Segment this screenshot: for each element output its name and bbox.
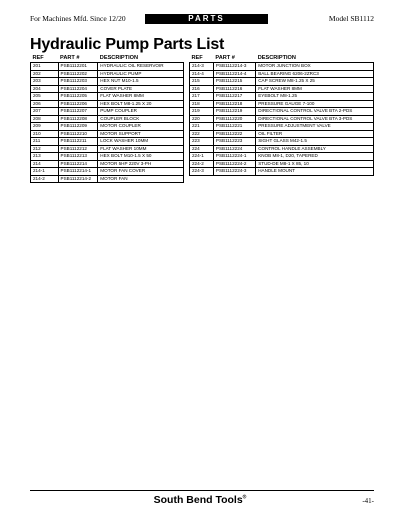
table-row bbox=[31, 168, 184, 176]
page-header bbox=[30, 13, 374, 25]
table-row bbox=[190, 138, 374, 146]
ref-cell: 206 bbox=[31, 100, 59, 108]
part-number-cell: PSB1112209 bbox=[58, 123, 98, 131]
part-number-cell: PSB1112214-3 bbox=[213, 63, 255, 71]
part-number-cell: PSB1112210 bbox=[58, 130, 98, 138]
description-cell: HEX BOLT M8-1.25 X 20 bbox=[98, 100, 184, 108]
ref-cell: 214 bbox=[31, 160, 59, 168]
description-cell: HYDRAULIC OIL RESERVOIR bbox=[98, 63, 184, 71]
description-cell: MOTOR 5HP 220V 3-PH bbox=[98, 160, 184, 168]
description-cell: COUPLER BLOCK bbox=[98, 115, 184, 123]
brand-name bbox=[0, 494, 400, 506]
part-number-cell: PSB1112208 bbox=[58, 115, 98, 123]
description-cell: MOTOR FAN bbox=[98, 175, 184, 183]
ref-cell: 209 bbox=[31, 123, 59, 131]
part-number-cell: PSB1112202 bbox=[58, 70, 98, 78]
description-cell: HYDRAULIC PUMP bbox=[98, 70, 184, 78]
part-number-cell: PSB1112204 bbox=[58, 85, 98, 93]
ref-cell: 211 bbox=[31, 138, 59, 146]
ref-cell: 218 bbox=[190, 100, 214, 108]
table-row bbox=[31, 130, 184, 138]
part-number-cell: PSB1112203 bbox=[58, 78, 98, 86]
description-cell: PRESSURE ADJUSTMENT VALVE bbox=[256, 123, 374, 131]
description-cell: MOTOR JUNCTION BOX bbox=[256, 63, 374, 71]
model-number: Model SB1112 bbox=[328, 14, 374, 23]
description-cell: LOCK WASHER 10MM bbox=[98, 138, 184, 146]
ref-cell: 219 bbox=[190, 108, 214, 116]
table-row bbox=[31, 115, 184, 123]
part-number-cell: PSB1112221 bbox=[213, 123, 255, 131]
part-number-cell: PSB1112214-2 bbox=[58, 175, 98, 183]
description-cell: FLAT WASHER 10MM bbox=[98, 145, 184, 153]
description-cell: KNOB M8-1, D20, TAPERED bbox=[256, 153, 374, 161]
part-number-cell: PSB1112212 bbox=[58, 145, 98, 153]
table-row bbox=[31, 138, 184, 146]
ref-cell: 216 bbox=[190, 85, 214, 93]
part-number-cell: PSB1112217 bbox=[213, 93, 255, 101]
table-row bbox=[31, 85, 184, 93]
part-number-cell: PSB1112205 bbox=[58, 93, 98, 101]
part-number-cell: PSB1112214-1 bbox=[58, 168, 98, 176]
ref-cell: 214-2 bbox=[31, 175, 59, 183]
table-row bbox=[190, 63, 374, 71]
ref-cell: 220 bbox=[190, 115, 214, 123]
part-number-cell: PSB1112214-4 bbox=[213, 70, 255, 78]
description-header: DESCRIPTION bbox=[98, 55, 184, 63]
description-cell: COVER PLATE bbox=[98, 85, 184, 93]
ref-cell: 204 bbox=[31, 85, 59, 93]
table-row bbox=[190, 108, 374, 116]
part-number-cell: PSB1112224 bbox=[213, 145, 255, 153]
ref-cell: 215 bbox=[190, 78, 214, 86]
part-number-cell: PSB1112214 bbox=[58, 160, 98, 168]
part-number-cell: PSB1112219 bbox=[213, 108, 255, 116]
ref-cell: 224-1 bbox=[190, 153, 214, 161]
part-number-cell: PSB1112224-2 bbox=[213, 160, 255, 168]
part-number-cell: PSB1112216 bbox=[213, 85, 255, 93]
table-row bbox=[31, 153, 184, 161]
part-number-cell: PSB1112218 bbox=[213, 100, 255, 108]
description-cell: HEX NUT M10-1.5 bbox=[98, 78, 184, 86]
description-cell: PRESSURE GAUGE 7-100 bbox=[256, 100, 374, 108]
part-number-cell: PSB1112201 bbox=[58, 63, 98, 71]
table-row bbox=[31, 160, 184, 168]
table-row bbox=[190, 160, 374, 168]
ref-cell: 214-1 bbox=[31, 168, 59, 176]
description-cell: CAP SCREW M8-1.25 X 25 bbox=[256, 78, 374, 86]
description-cell: OIL FILTER bbox=[256, 130, 374, 138]
table-row bbox=[31, 108, 184, 116]
part-number-cell: PSB1112215 bbox=[213, 78, 255, 86]
description-cell: MOTOR FAN COVER bbox=[98, 168, 184, 176]
table-row bbox=[31, 70, 184, 78]
machines-note: For Machines Mfd. Since 12/20 bbox=[30, 14, 126, 23]
ref-cell: 208 bbox=[31, 115, 59, 123]
ref-cell: 201 bbox=[31, 63, 59, 71]
table-row bbox=[190, 85, 374, 93]
description-cell: DIRECTIONAL CONTROL VALVE BTA 2-PDS bbox=[256, 108, 374, 116]
description-cell: MOTOR COUPLER bbox=[98, 123, 184, 131]
table-row bbox=[190, 78, 374, 86]
part-number-cell: PSB1112211 bbox=[58, 138, 98, 146]
part-number-cell: PSB1112222 bbox=[213, 130, 255, 138]
table-row bbox=[31, 100, 184, 108]
description-cell: SIGHT GLASS M42-1.5 bbox=[256, 138, 374, 146]
table-row bbox=[190, 168, 374, 176]
part-header: PART # bbox=[213, 55, 255, 63]
ref-cell: 213 bbox=[31, 153, 59, 161]
part-number-cell: PSB1112207 bbox=[58, 108, 98, 116]
ref-cell: 224-2 bbox=[190, 160, 214, 168]
footer-divider bbox=[30, 490, 374, 491]
description-cell: CONTROL HANDLE ASSEMBLY bbox=[256, 145, 374, 153]
description-cell: EYEBOLT M8-1.25 bbox=[256, 93, 374, 101]
ref-cell: 223 bbox=[190, 138, 214, 146]
table-row bbox=[190, 115, 374, 123]
part-number-cell: PSB1112213 bbox=[58, 153, 98, 161]
ref-cell: 224-3 bbox=[190, 168, 214, 176]
page-title: Hydraulic Pump Parts List bbox=[30, 36, 225, 53]
trademark-symbol: ® bbox=[242, 494, 247, 501]
part-number-cell: PSB1112223 bbox=[213, 138, 255, 146]
description-cell: MOTOR SUPPORT bbox=[98, 130, 184, 138]
ref-cell: 203 bbox=[31, 78, 59, 86]
ref-header: REF bbox=[190, 55, 214, 63]
page-number: -41- bbox=[362, 497, 374, 505]
table-row bbox=[190, 130, 374, 138]
table-row bbox=[190, 145, 374, 153]
ref-cell: 224 bbox=[190, 145, 214, 153]
part-number-cell: PSB1112206 bbox=[58, 100, 98, 108]
ref-cell: 207 bbox=[31, 108, 59, 116]
description-cell: DIRECTIONAL CONTROL VALVE BTA 3-PDS bbox=[256, 115, 374, 123]
description-cell: FLAT WASHER 8MM bbox=[98, 93, 184, 101]
part-number-cell: PSB1112220 bbox=[213, 115, 255, 123]
description-cell: PUMP COUPLER bbox=[98, 108, 184, 116]
parts-table-right bbox=[189, 55, 374, 176]
brand-text: South Bend Tools bbox=[153, 494, 243, 506]
ref-header: REF bbox=[31, 55, 59, 63]
table-row bbox=[190, 123, 374, 131]
table-row bbox=[190, 93, 374, 101]
part-number-cell: PSB1112224-3 bbox=[213, 168, 255, 176]
description-cell: FLAT WASHER 8MM bbox=[256, 85, 374, 93]
ref-cell: 222 bbox=[190, 130, 214, 138]
description-cell: HEX BOLT M10-1.5 X 50 bbox=[98, 153, 184, 161]
ref-cell: 214-4 bbox=[190, 70, 214, 78]
ref-cell: 212 bbox=[31, 145, 59, 153]
description-cell: BALL BEARING 6206-2ZRC3 bbox=[256, 70, 374, 78]
table-row bbox=[31, 63, 184, 71]
ref-cell: 202 bbox=[31, 70, 59, 78]
table-row bbox=[190, 153, 374, 161]
ref-cell: 217 bbox=[190, 93, 214, 101]
table-row bbox=[31, 123, 184, 131]
part-header: PART # bbox=[58, 55, 98, 63]
ref-cell: 210 bbox=[31, 130, 59, 138]
parts-table-left bbox=[30, 55, 184, 183]
description-cell: STUD-DE M8-1 X 85, 10 bbox=[256, 160, 374, 168]
ref-cell: 221 bbox=[190, 123, 214, 131]
table-row bbox=[31, 78, 184, 86]
section-label: PARTS bbox=[145, 14, 268, 24]
table-row bbox=[190, 70, 374, 78]
table-row bbox=[31, 145, 184, 153]
table-row bbox=[31, 93, 184, 101]
description-cell: HANDLE MOUNT bbox=[256, 168, 374, 176]
ref-cell: 205 bbox=[31, 93, 59, 101]
table-row bbox=[31, 175, 184, 183]
part-number-cell: PSB1112224-1 bbox=[213, 153, 255, 161]
table-row bbox=[190, 100, 374, 108]
description-header: DESCRIPTION bbox=[256, 55, 374, 63]
ref-cell: 214-3 bbox=[190, 63, 214, 71]
